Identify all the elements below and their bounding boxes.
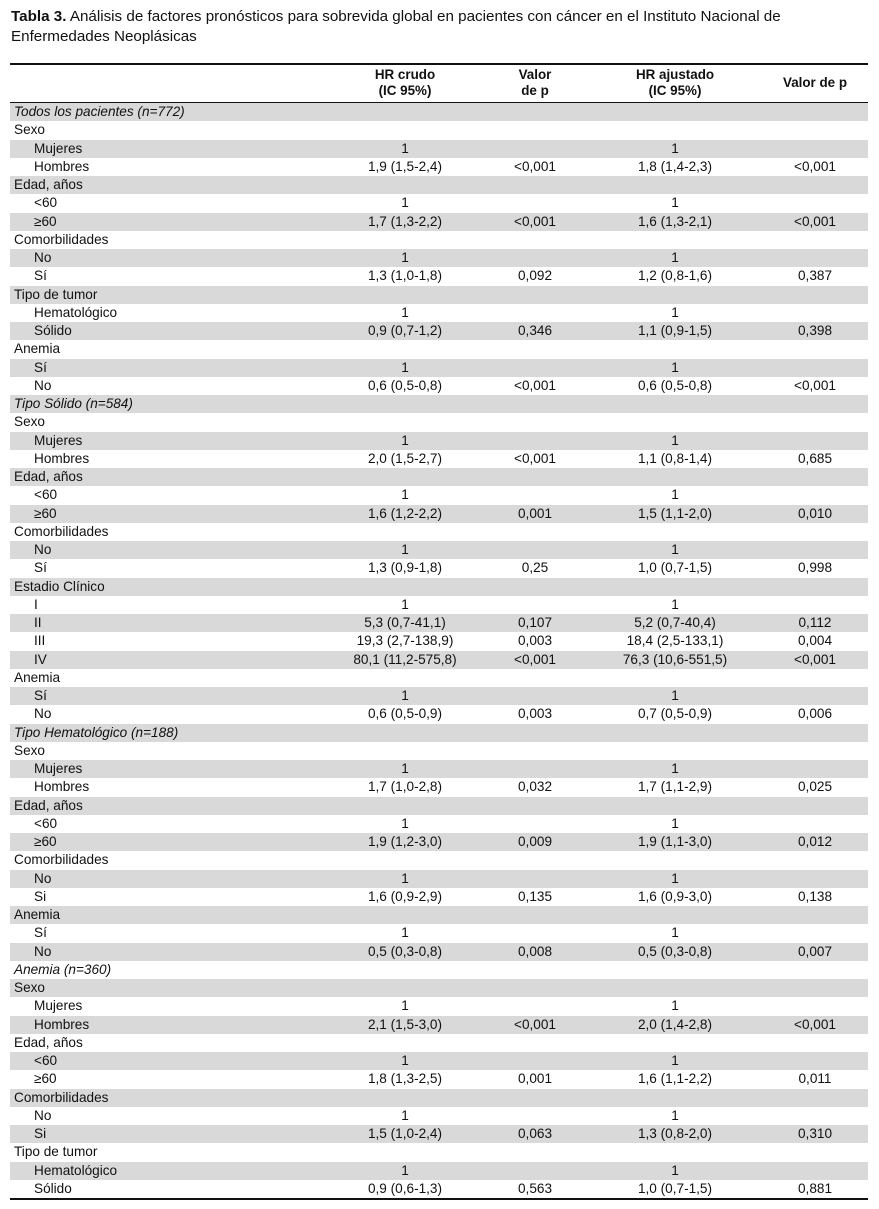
table-row — [10, 377, 868, 395]
level-label: Hombres — [34, 450, 90, 466]
p-ajustado-cell: 0,881 — [797, 1180, 833, 1196]
table-row — [10, 359, 868, 377]
table-caption-text: Análisis de factores pronósticos para sobrevida global en pacientes con cáncer en el Instituto Nacional de Enfermedades Neoplásicas — [11, 8, 781, 45]
hr-crudo-cell: 80,1 (11,2-575,8) — [353, 651, 457, 667]
group-label: Todos los pacientes (n=772) — [14, 104, 185, 119]
table-row — [10, 468, 868, 486]
hr-crudo-cell: 2,1 (1,5-3,0) — [367, 1016, 443, 1032]
hr-ajustado-cell: 1 — [671, 304, 679, 320]
p-ajustado-cell: 0,010 — [797, 505, 833, 521]
table-row — [10, 851, 868, 869]
hr-crudo-cell: 1 — [401, 1162, 409, 1178]
hr-ajustado-cell: 2,0 (1,4-2,8) — [637, 1016, 713, 1032]
level-label: Hematológico — [34, 304, 118, 320]
variable-label: Sexo — [14, 414, 45, 430]
table-row — [10, 194, 868, 212]
table-row — [10, 742, 868, 760]
table-row — [10, 1034, 868, 1052]
table-row — [10, 961, 868, 979]
level-label: <60 — [34, 487, 58, 503]
hr-ajustado-cell: 1 — [671, 432, 679, 448]
p-ajustado-cell: 0,112 — [798, 615, 832, 630]
group-label: Tipo Hematológico (n=188) — [14, 724, 179, 740]
level-label: Sí — [34, 688, 47, 703]
p-ajustado-cell: 0,025 — [797, 779, 833, 795]
level-label: Mujeres — [34, 998, 83, 1014]
table-row — [10, 1052, 868, 1070]
table-row — [10, 1107, 868, 1125]
hr-ajustado-cell: 1,0 (0,7-1,5) — [637, 1180, 713, 1196]
level-label: Sólido — [34, 1180, 72, 1196]
p-ajustado-cell: <0,001 — [794, 377, 836, 393]
hr-ajustado-cell: 1 — [671, 487, 679, 503]
hr-ajustado-cell: 76,3 (10,6-551,5) — [622, 651, 728, 667]
table-body — [10, 103, 868, 1198]
hr-ajustado-cell: 1 — [671, 815, 679, 831]
hr-crudo-cell: 0,6 (0,5-0,8) — [367, 377, 443, 393]
p-crudo-cell: <0,001 — [514, 1016, 556, 1032]
hr-crudo-cell: 1,6 (0,9-2,9) — [367, 888, 443, 904]
table-row — [10, 523, 868, 541]
header-valor-p — [480, 67, 590, 99]
hr-crudo-cell: 1,5 (1,0-2,4) — [367, 1126, 443, 1141]
table-row — [10, 687, 868, 705]
level-label: ≥60 — [34, 213, 57, 229]
p-ajustado-cell: 0,007 — [797, 943, 833, 959]
hr-crudo-cell: 1,7 (1,0-2,8) — [367, 779, 443, 795]
level-label: No — [34, 250, 52, 265]
hr-crudo-cell: 1 — [401, 688, 409, 703]
level-label: No — [34, 542, 52, 557]
hr-crudo-cell: 1,3 (0,9-1,8) — [367, 560, 443, 576]
table-row — [10, 213, 868, 231]
table-row — [10, 1125, 868, 1143]
p-ajustado-cell: 0,998 — [797, 560, 833, 576]
p-ajustado-cell: 0,310 — [797, 1126, 833, 1141]
hr-ajustado-cell: 1 — [671, 1053, 679, 1068]
p-crudo-cell: <0,001 — [514, 651, 556, 667]
hr-crudo-cell: 1,9 (1,2-3,0) — [367, 834, 443, 849]
hr-ajustado-cell: 1 — [671, 1107, 679, 1123]
p-crudo-cell: 0,107 — [517, 615, 553, 630]
table-row — [10, 158, 868, 176]
table-row — [10, 176, 868, 194]
hr-crudo-cell: 1 — [401, 250, 409, 265]
table-row — [10, 450, 868, 468]
table-row — [10, 632, 868, 650]
header-valor-p-line2: de p — [521, 83, 549, 98]
variable-label: Anemia — [14, 341, 61, 357]
variable-label: Edad, años — [14, 1034, 83, 1050]
table-caption — [11, 7, 871, 47]
hr-ajustado-cell: 0,6 (0,5-0,8) — [637, 377, 713, 393]
table-header — [10, 65, 868, 103]
p-crudo-cell: <0,001 — [514, 377, 556, 393]
hr-crudo-cell: 1 — [401, 542, 409, 557]
table-row — [10, 924, 868, 942]
hr-ajustado-cell: 0,7 (0,5-0,9) — [637, 706, 713, 722]
header-hr-crudo — [305, 67, 505, 99]
hr-crudo-cell: 1 — [401, 761, 409, 776]
variable-label: Edad, años — [14, 797, 83, 813]
table-caption-label: Tabla 3. — [11, 8, 67, 25]
table-row — [10, 1070, 868, 1088]
hr-crudo-cell: 1,8 (1,3-2,5) — [367, 1071, 443, 1087]
hr-ajustado-cell: 1,9 (1,1-3,0) — [637, 834, 713, 849]
hr-ajustado-cell: 1 — [671, 688, 679, 703]
hr-ajustado-cell: 1,6 (0,9-3,0) — [637, 888, 713, 904]
table-row — [10, 322, 868, 340]
hr-crudo-cell: 1,9 (1,5-2,4) — [367, 158, 443, 174]
hr-ajustado-cell: 1,2 (0,8-1,6) — [637, 268, 713, 284]
hr-ajustado-cell: 18,4 (2,5-133,1) — [626, 633, 724, 649]
hr-crudo-cell: 1 — [401, 1053, 409, 1068]
table-row — [10, 1143, 868, 1161]
table-row — [10, 249, 868, 267]
header-hr-ajustado-line2: (IC 95%) — [648, 83, 702, 98]
hr-ajustado-cell: 1,1 (0,8-1,4) — [637, 450, 713, 466]
level-label: Mujeres — [34, 140, 83, 156]
table-row — [10, 140, 868, 158]
hr-crudo-cell: 1,3 (1,0-1,8) — [367, 268, 443, 284]
p-crudo-cell: 0,563 — [517, 1180, 553, 1196]
p-ajustado-cell: 0,387 — [797, 268, 833, 284]
variable-label: Edad, años — [14, 177, 83, 192]
table-row — [10, 395, 868, 413]
group-label: Tipo Sólido (n=584) — [14, 396, 133, 411]
level-label: No — [34, 943, 52, 959]
variable-label: Comorbilidades — [14, 852, 109, 868]
hr-crudo-cell: 1 — [401, 432, 409, 448]
level-label: Si — [34, 888, 47, 904]
table-row — [10, 103, 868, 121]
p-crudo-cell: <0,001 — [514, 213, 556, 229]
table-row — [10, 559, 868, 577]
hr-ajustado-cell: 1 — [671, 925, 679, 941]
level-label: III — [34, 633, 46, 649]
hr-crudo-cell: 0,6 (0,5-0,9) — [367, 706, 443, 722]
level-label: ≥60 — [34, 505, 57, 521]
table-row — [10, 979, 868, 997]
hr-crudo-cell: 1 — [401, 925, 409, 941]
header-hr-crudo-line2: (IC 95%) — [378, 83, 432, 98]
variable-label: Comorbilidades — [14, 1089, 109, 1105]
table-row — [10, 231, 868, 249]
table-row — [10, 286, 868, 304]
variable-label: Sexo — [14, 980, 45, 995]
p-crudo-cell: 0,032 — [517, 779, 553, 795]
table-row — [10, 760, 868, 778]
table-row — [10, 870, 868, 888]
header-hr-ajustado-line1: HR ajustado — [635, 67, 715, 82]
variable-label: Edad, años — [14, 469, 83, 484]
p-crudo-cell: 0,008 — [517, 943, 553, 959]
variable-label: Comorbilidades — [14, 231, 109, 247]
hr-ajustado-cell: 1 — [671, 250, 679, 265]
hr-ajustado-cell: 1,7 (1,1-2,9) — [637, 779, 713, 795]
table-row — [10, 340, 868, 358]
level-label: Hombres — [34, 779, 90, 795]
level-label: ≥60 — [34, 834, 57, 849]
variable-label: Tipo de tumor — [14, 1144, 98, 1160]
level-label: Sí — [34, 560, 47, 576]
table-row — [10, 724, 868, 742]
hr-ajustado-cell: 1,8 (1,4-2,3) — [637, 158, 713, 174]
table-row — [10, 304, 868, 322]
level-label: <60 — [34, 1053, 58, 1068]
p-ajustado-cell: <0,001 — [794, 1016, 836, 1032]
level-label: Hematológico — [34, 1162, 118, 1178]
hr-crudo-cell: 2,0 (1,5-2,7) — [367, 450, 443, 466]
table-row — [10, 797, 868, 815]
hr-ajustado-cell: 1 — [671, 195, 679, 211]
results-table — [10, 63, 868, 1200]
p-crudo-cell: <0,001 — [514, 158, 556, 174]
hr-crudo-cell: 1 — [401, 815, 409, 831]
level-label: No — [34, 377, 52, 393]
variable-label: Tipo de tumor — [14, 286, 98, 302]
hr-crudo-cell: 5,3 (0,7-41,1) — [364, 615, 446, 630]
level-label: No — [34, 706, 52, 722]
table-row — [10, 669, 868, 687]
hr-ajustado-cell: 1,6 (1,3-2,1) — [637, 213, 713, 229]
table-row — [10, 888, 868, 906]
hr-ajustado-cell: 1 — [671, 140, 679, 156]
table-row — [10, 943, 868, 961]
variable-label: Estadio Clínico — [14, 578, 105, 594]
p-crudo-cell: 0,001 — [517, 505, 553, 521]
header-hr-crudo-line1: HR crudo — [374, 67, 436, 82]
p-ajustado-cell: 0,138 — [797, 888, 833, 904]
table-row — [10, 705, 868, 723]
p-ajustado-cell: 0,398 — [797, 323, 833, 338]
table-row — [10, 596, 868, 614]
level-label: Sí — [34, 359, 47, 375]
hr-ajustado-cell: 1 — [671, 542, 679, 557]
hr-crudo-cell: 1,7 (1,3-2,2) — [367, 213, 443, 229]
hr-crudo-cell: 1 — [401, 304, 409, 320]
hr-ajustado-cell: 0,5 (0,3-0,8) — [637, 943, 713, 959]
table-row — [10, 906, 868, 924]
table-row — [10, 651, 868, 669]
table-row — [10, 1016, 868, 1034]
header-valor-p-ajustado: Valor de p — [783, 75, 847, 90]
table-row — [10, 1180, 868, 1198]
p-crudo-cell: 0,003 — [517, 633, 553, 649]
hr-ajustado-cell: 1 — [671, 596, 679, 612]
variable-label: Comorbilidades — [14, 523, 109, 539]
level-label: Sí — [34, 925, 47, 941]
hr-ajustado-cell: 1,3 (0,8-2,0) — [637, 1126, 713, 1141]
hr-crudo-cell: 1 — [401, 870, 409, 886]
hr-ajustado-cell: 1,0 (0,7-1,5) — [637, 560, 713, 576]
level-label: IV — [34, 651, 47, 667]
level-label: ≥60 — [34, 1071, 57, 1087]
hr-crudo-cell: 0,5 (0,3-0,8) — [367, 943, 443, 959]
level-label: No — [34, 870, 52, 886]
hr-ajustado-cell: 1 — [671, 1162, 679, 1178]
level-label: Hombres — [34, 158, 90, 174]
table-row — [10, 541, 868, 559]
p-ajustado-cell: 0,011 — [798, 1071, 832, 1087]
level-label: Mujeres — [34, 761, 83, 776]
hr-ajustado-cell: 1,1 (0,9-1,5) — [637, 323, 713, 338]
level-label: Mujeres — [34, 432, 83, 448]
hr-crudo-cell: 1 — [401, 596, 409, 612]
table-row — [10, 778, 868, 796]
hr-ajustado-cell: 1 — [671, 359, 679, 375]
p-crudo-cell: 0,063 — [517, 1126, 553, 1141]
table-row — [10, 432, 868, 450]
hr-crudo-cell: 1,6 (1,2-2,2) — [367, 505, 443, 521]
table-row — [10, 997, 868, 1015]
level-label: I — [34, 596, 38, 612]
hr-crudo-cell: 0,9 (0,6-1,3) — [367, 1180, 443, 1196]
p-ajustado-cell: <0,001 — [794, 213, 836, 229]
table-row — [10, 1089, 868, 1107]
p-ajustado-cell: 0,006 — [797, 706, 833, 722]
table-row — [10, 121, 868, 139]
header-hr-ajustado — [575, 67, 775, 99]
table-row — [10, 1162, 868, 1180]
level-label: Si — [34, 1126, 47, 1141]
p-crudo-cell: 0,003 — [517, 706, 553, 722]
table-bottom-rule — [10, 1198, 868, 1200]
p-ajustado-cell: <0,001 — [794, 158, 836, 174]
p-ajustado-cell: 0,685 — [797, 450, 833, 466]
variable-label: Sexo — [14, 122, 45, 138]
hr-crudo-cell: 19,3 (2,7-138,9) — [356, 633, 454, 649]
hr-crudo-cell: 1 — [401, 140, 409, 156]
variable-label: Sexo — [14, 742, 45, 758]
table-row — [10, 486, 868, 504]
table-row — [10, 833, 868, 851]
table-row — [10, 815, 868, 833]
hr-ajustado-cell: 1,5 (1,1-2,0) — [637, 505, 713, 521]
p-crudo-cell: 0,25 — [521, 560, 549, 576]
hr-crudo-cell: 1 — [401, 359, 409, 375]
level-label: II — [34, 615, 42, 630]
level-label: <60 — [34, 195, 58, 211]
p-crudo-cell: 0,092 — [517, 268, 553, 284]
hr-crudo-cell: 1 — [401, 487, 409, 503]
level-label: <60 — [34, 815, 58, 831]
p-crudo-cell: 0,346 — [517, 323, 553, 338]
hr-ajustado-cell: 1,6 (1,1-2,2) — [637, 1071, 713, 1087]
p-crudo-cell: 0,001 — [517, 1071, 553, 1087]
p-crudo-cell: <0,001 — [514, 450, 556, 466]
group-label: Anemia (n=360) — [14, 961, 112, 977]
level-label: No — [34, 1107, 52, 1123]
hr-crudo-cell: 1 — [401, 1107, 409, 1123]
p-ajustado-cell: <0,001 — [794, 651, 836, 667]
hr-crudo-cell: 0,9 (0,7-1,2) — [367, 323, 443, 338]
p-crudo-cell: 0,135 — [517, 888, 553, 904]
hr-ajustado-cell: 1 — [671, 998, 679, 1014]
level-label: Sólido — [34, 323, 72, 338]
p-crudo-cell: 0,009 — [517, 834, 553, 849]
hr-ajustado-cell: 5,2 (0,7-40,4) — [634, 615, 716, 630]
hr-ajustado-cell: 1 — [671, 761, 679, 776]
variable-label: Anemia — [14, 669, 61, 685]
level-label: Sí — [34, 268, 47, 284]
p-ajustado-cell: 0,012 — [797, 834, 833, 849]
level-label: Hombres — [34, 1016, 90, 1032]
hr-crudo-cell: 1 — [401, 998, 409, 1014]
table-row — [10, 267, 868, 285]
header-valor-p-line1: Valor — [518, 67, 552, 82]
hr-ajustado-cell: 1 — [671, 870, 679, 886]
hr-crudo-cell: 1 — [401, 195, 409, 211]
table-row — [10, 413, 868, 431]
table-row — [10, 614, 868, 632]
variable-label: Anemia — [14, 907, 61, 922]
p-ajustado-cell: 0,004 — [797, 633, 833, 649]
table-row — [10, 578, 868, 596]
table-row — [10, 505, 868, 523]
